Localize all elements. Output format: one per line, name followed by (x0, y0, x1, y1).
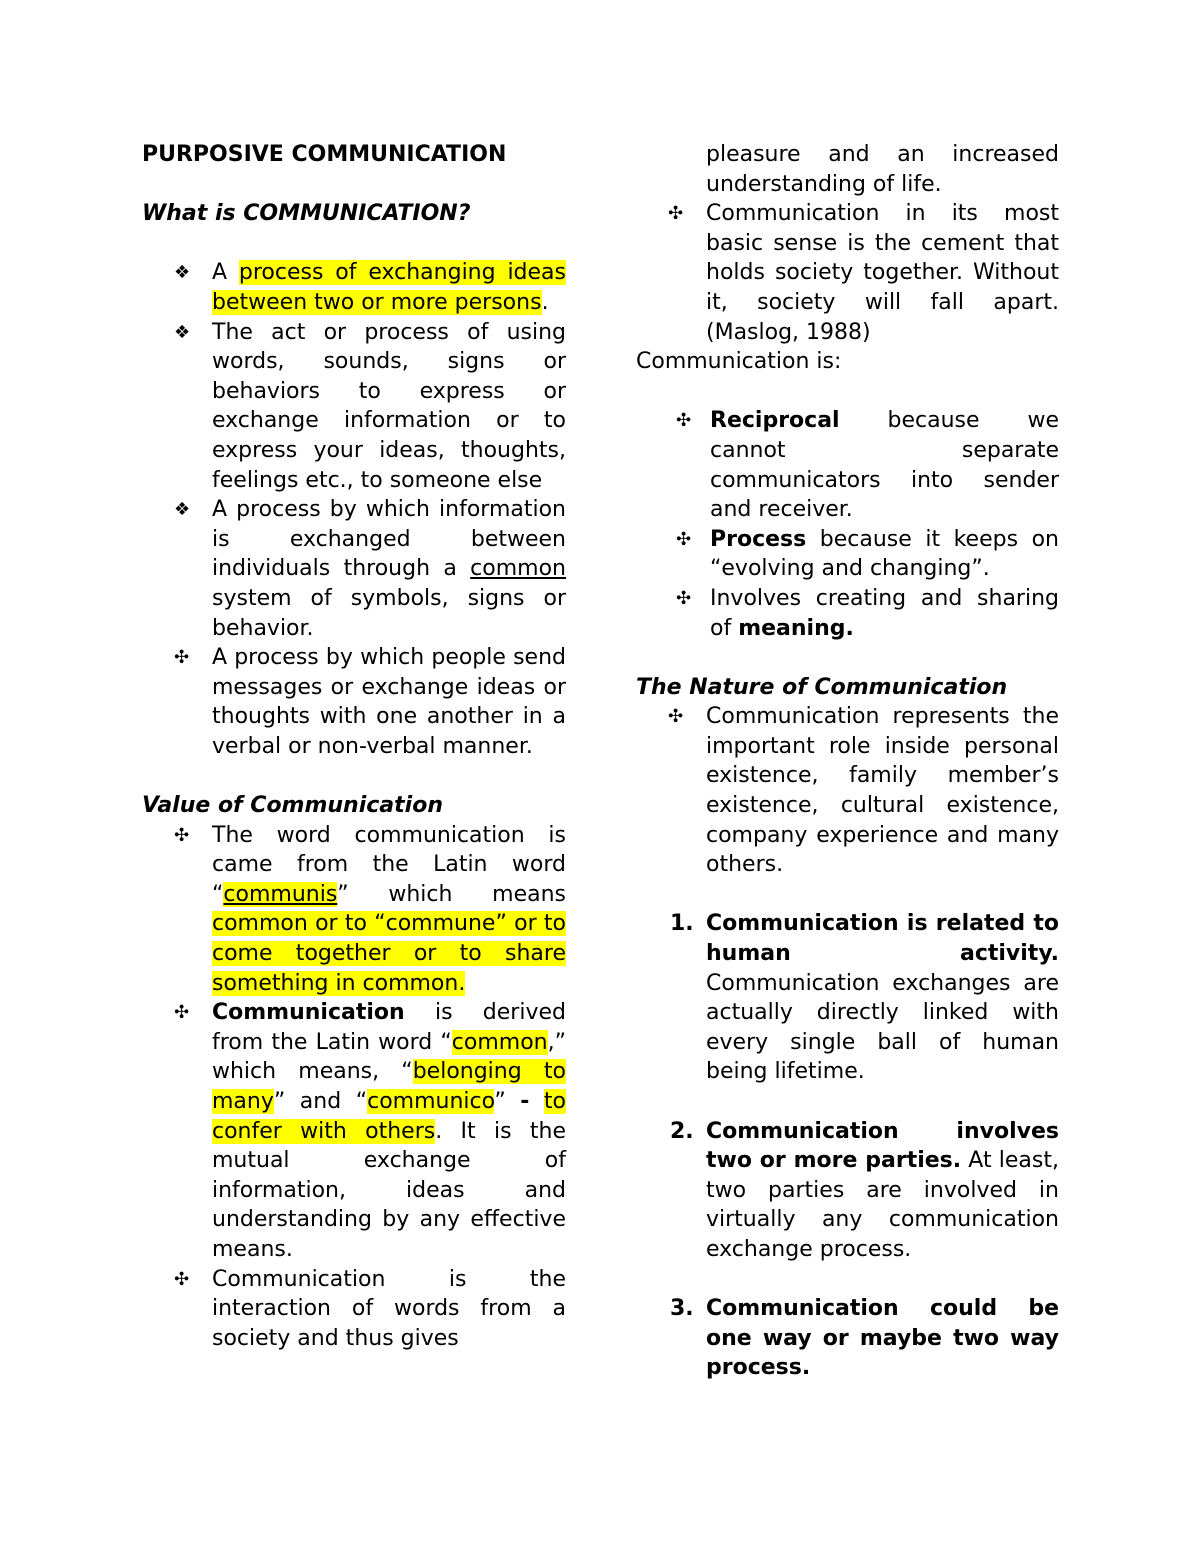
list-item: ✣ Communication is the interaction of words from a society and thus gives (174, 1266, 566, 1351)
continued-text: pleasure and an increased understanding of life. (706, 142, 1059, 197)
diamond-bullet-icon: ❖ (174, 262, 191, 284)
list-item: ✣ The word communication is came from the Latin word “communis” which means common or to “commune” or to come together or to share something in common. (174, 822, 566, 996)
star-bullet-icon: ✣ (676, 410, 692, 432)
diamond-bullet-icon: ❖ (174, 499, 191, 521)
list-item: 3. Communication could be one way or maybe two way process. (670, 1296, 1059, 1381)
list-item: 2. Communication involves two or more parties. At least, two parties are involved in virtually any communication exchange process. (670, 1118, 1059, 1262)
list-item: ✣ Involves creating and sharing of meaning. (676, 585, 1059, 641)
what-heading: What is COMMUNICATION? (142, 201, 471, 227)
comm-is-list (636, 406, 1059, 643)
right-column (636, 140, 1059, 1383)
left-column (142, 140, 566, 1353)
list-item: ✣ A process by which people send messages or exchange ideas or thoughts with one another in a verbal or non-verbal manner. (174, 645, 566, 759)
star-bullet-icon: ✣ (174, 647, 190, 669)
nature-list (636, 702, 1059, 880)
star-bullet-icon: ✣ (668, 706, 684, 728)
numbered-list (636, 909, 1059, 1383)
list-item: ✣ Process because it keeps on “evolving and changing”. (676, 526, 1059, 582)
list-item: ✣ Reciprocal because we cannot separate communicators into sender and receiver. (676, 408, 1059, 523)
star-bullet-icon: ✣ (676, 528, 692, 550)
list-item: ✣ Communication represents the important role inside personal existence, family member’s existence, cultural existence, company experience and many others. (668, 704, 1059, 878)
list-item: ❖ The act or process of using words, sounds, signs or behaviors to express or exchange information or to express your ideas, thoughts, feelings etc., to someone else (174, 319, 566, 493)
diamond-bullet-icon: ❖ (174, 321, 191, 343)
list-item: ❖ A process of exchanging ideas between two or more persons. (174, 260, 566, 315)
list-item: ✣ Communication in its most basic sense is the cement that holds society together. Without it, society will fall apart. (Maslog, 1988) (668, 201, 1059, 345)
value-list (142, 821, 566, 1354)
list-item: ❖ A process by which information is exchanged between individuals through a common system of symbols, signs or behavior. (174, 497, 566, 641)
star-bullet-icon: ✣ (676, 587, 692, 609)
list-item: ✣ Communication is derived from the Latin word “common,” which means, “belonging to many” and “communico” - to confer with others. It is the mutual exchange of information, ideas and understanding by any effective means. (174, 1000, 567, 1262)
star-bullet-icon: ✣ (668, 203, 684, 225)
star-bullet-icon: ✣ (174, 824, 190, 846)
definitions-list (142, 258, 566, 761)
comm-is-label: Communication is: (636, 349, 842, 375)
page-title: PURPOSIVE COMMUNICATION (142, 142, 507, 167)
list-item: 1. Communication is related to human activity. Communication exchanges are actually directly linked with every single ball of human being lifetime. (670, 911, 1059, 1085)
nature-heading: The Nature of Communication (636, 674, 1008, 700)
star-bullet-icon: ✣ (174, 1002, 190, 1024)
star-bullet-icon: ✣ (174, 1268, 190, 1290)
value-list-continued (636, 199, 1059, 347)
value-heading: Value of Communication (142, 793, 443, 819)
